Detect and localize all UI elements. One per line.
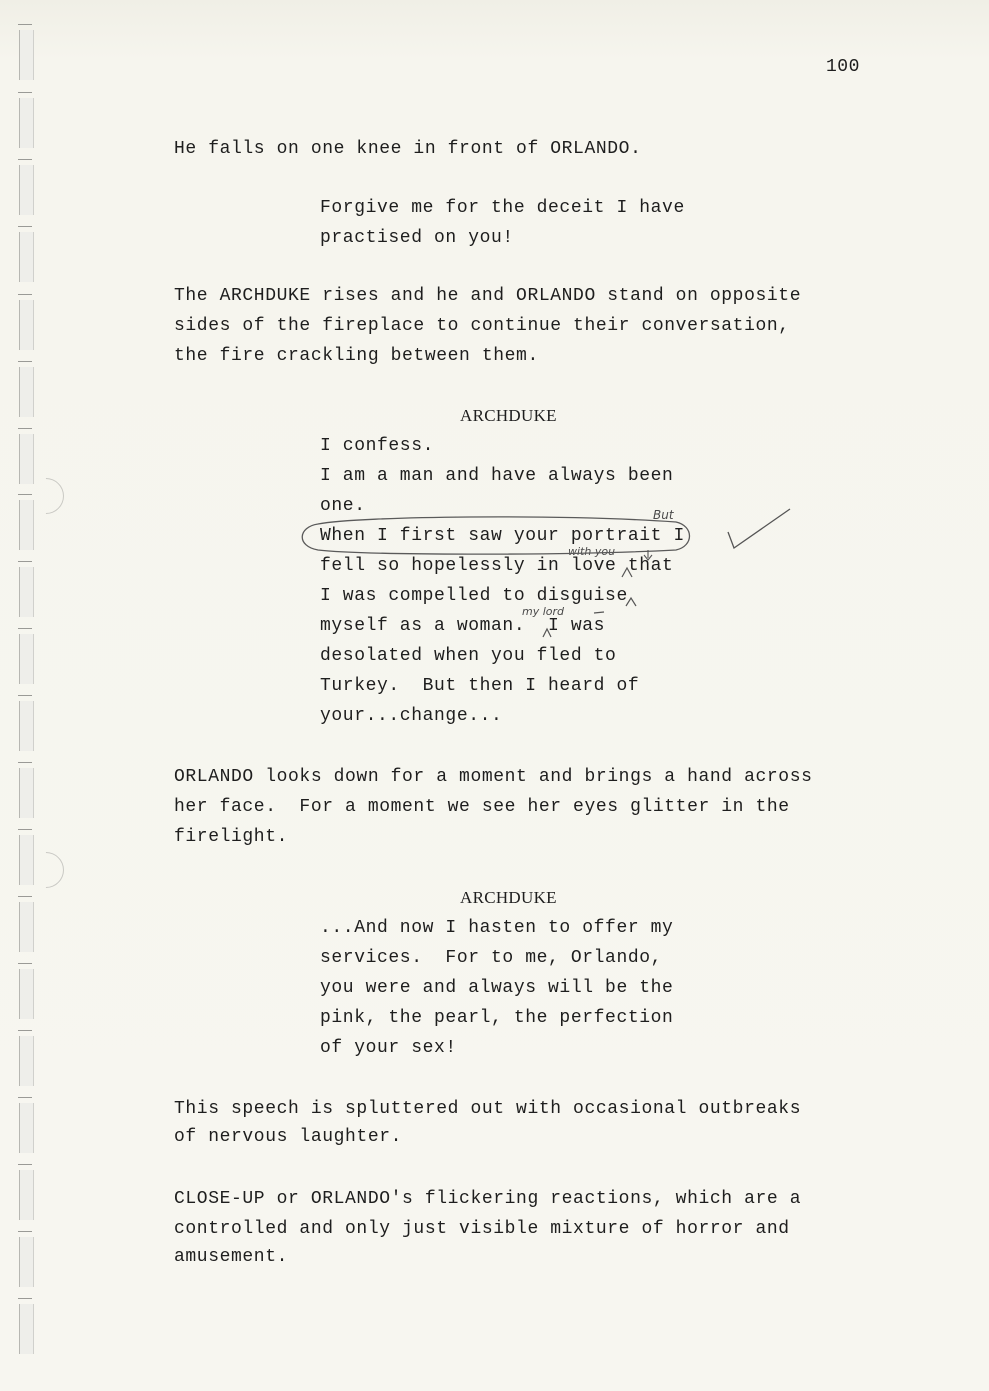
dialogue-line: Forgive me for the deceit I have: [320, 198, 685, 218]
dialogue-line: you were and always will be the: [320, 978, 674, 998]
dialogue-line: desolated when you fled to: [320, 646, 617, 666]
handwritten-note-but: But: [653, 508, 674, 522]
dialogue-line: I am a man and have always been: [320, 466, 674, 486]
action-line: This speech is spluttered out with occasional outbreaks: [174, 1099, 802, 1119]
binding-holes: [0, 0, 60, 1391]
dialogue-line: ...And now I hasten to offer my: [320, 918, 674, 938]
dialogue-line: I was compelled to disguise: [320, 586, 628, 606]
punch-hole: [19, 367, 34, 417]
punch-hole: [19, 567, 34, 617]
action-line: amusement.: [174, 1247, 289, 1267]
punch-hole: [19, 1036, 34, 1086]
dialogue-line: practised on you!: [320, 228, 514, 248]
punch-hole: [19, 98, 34, 148]
punch-hole: [19, 232, 34, 282]
punch-hole: [19, 165, 34, 215]
check-mark: [728, 509, 790, 548]
action-line: ORLANDO looks down for a moment and brings a hand across: [174, 767, 813, 787]
action-line: firelight.: [174, 827, 289, 847]
punch-hole: [19, 300, 34, 350]
action-line: sides of the fireplace to continue their conversation,: [174, 316, 790, 336]
dialogue-line: fell so hopelessly in love that: [320, 556, 674, 576]
punch-hole: [19, 902, 34, 952]
punch-hole: [19, 30, 34, 80]
handwritten-note-with-you: with you: [568, 545, 616, 558]
action-line: He falls on one knee in front of ORLANDO.: [174, 139, 642, 159]
dialogue-line: pink, the pearl, the perfection: [320, 1008, 674, 1028]
action-line: her face. For a moment we see her eyes glitter in the: [174, 797, 790, 817]
action-line: of nervous laughter.: [174, 1127, 403, 1147]
dialogue-line: one.: [320, 496, 366, 516]
punch-hole: [19, 434, 34, 484]
punch-hole: [19, 701, 34, 751]
dialogue-line: of your sex!: [320, 1038, 457, 1058]
action-line: the fire crackling between them.: [174, 346, 539, 366]
action-line: controlled and only just visible mixture of horror and: [174, 1219, 790, 1239]
punch-hole: [19, 969, 34, 1019]
action-line: CLOSE-UP or ORLANDO's flickering reactions, which are a: [174, 1189, 802, 1209]
character-name: ARCHDUKE: [460, 888, 557, 907]
character-name: ARCHDUKE: [460, 406, 557, 425]
dialogue-line: services. For to me, Orlando,: [320, 948, 663, 968]
punch-hole: [19, 634, 34, 684]
dialogue-line: your...change...: [320, 706, 503, 726]
dialogue-line: myself as a woman. I was: [320, 616, 606, 636]
punch-hole: [19, 768, 34, 818]
punch-hole: [19, 1304, 34, 1354]
dialogue-line: Turkey. But then I heard of: [320, 676, 640, 696]
dialogue-line: I confess.: [320, 436, 435, 456]
page-number: 100: [826, 57, 860, 77]
punch-hole: [19, 1103, 34, 1153]
punch-hole: [19, 1237, 34, 1287]
action-line: The ARCHDUKE rises and he and ORLANDO stand on opposite: [174, 286, 802, 306]
dialogue-line: When I first saw your portrait I: [320, 526, 685, 546]
handwritten-note-my-lord: my lord: [522, 605, 565, 618]
punch-hole: [19, 1170, 34, 1220]
